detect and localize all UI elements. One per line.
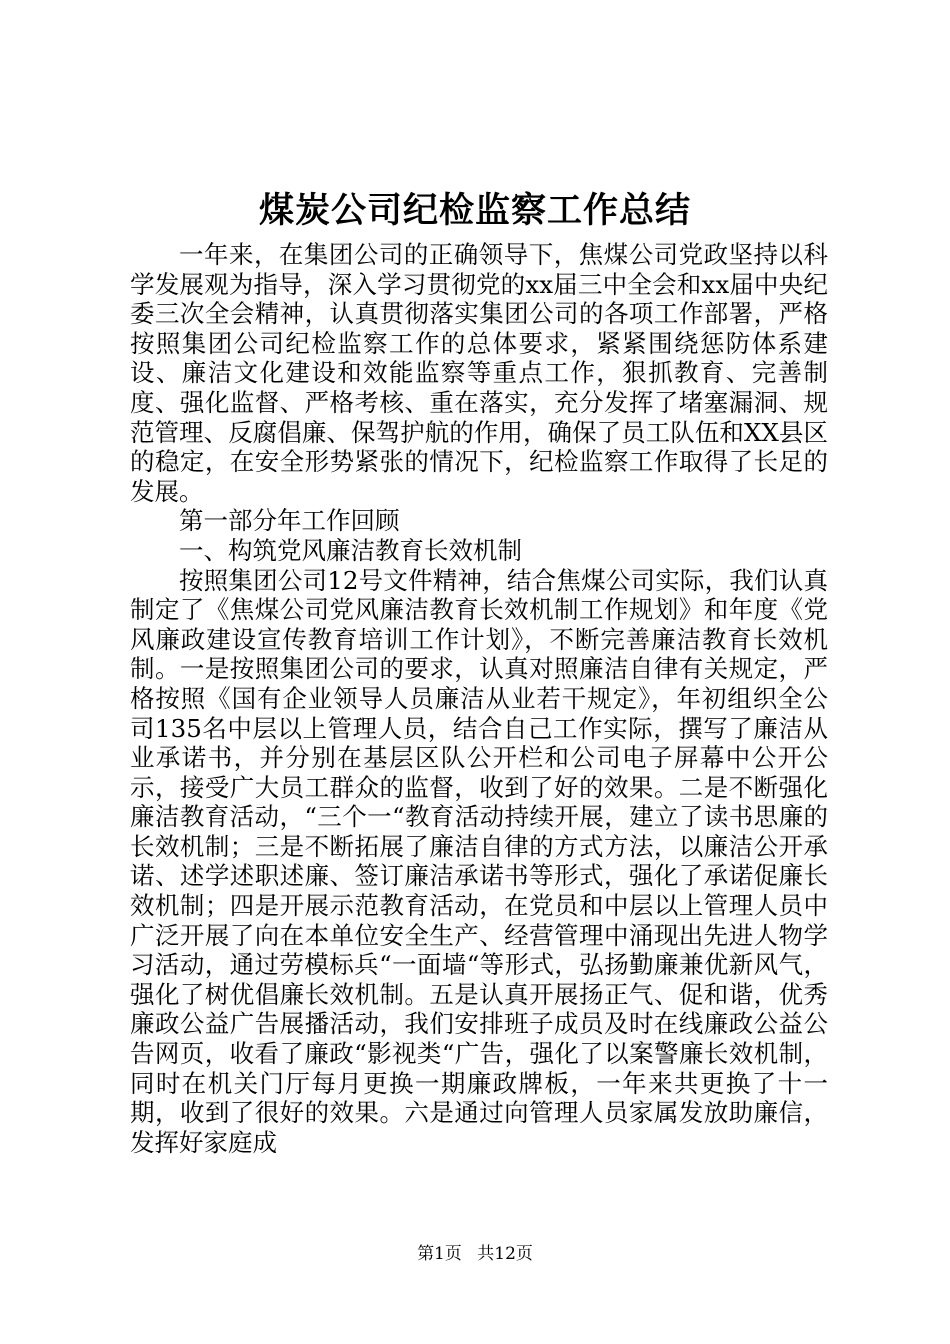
document-title: 煤炭公司纪检监察工作总结 bbox=[258, 190, 691, 231]
section-heading: 一、构筑党风廉洁教育长效机制 bbox=[179, 535, 522, 565]
part-heading: 第一部分年工作回顾 bbox=[179, 506, 400, 536]
page-footer bbox=[0, 1243, 950, 1265]
body-paragraph: 按照集团公司12号文件精神，结合焦煤公司实际，我们认真制定了《焦煤公司党风廉洁教育长效机制工作规划》和年度《党风廉政建设宣传教育培训工作计划》，不断完善廉洁教育长效机制。一是按照集团公司的要求，认真对照廉洁自律有关规定，严格按照《国有企业领导人员廉洁从业若干规定》，年初组织全公司135名中层以上管理人员，结合自己工作实际，撰写了廉洁从业承诺书，并分别在基层区队公开栏和公司电子屏幕中公开公示，接受广大员工群众的监督，收到了好的效果。二是不断强化廉洁教育活动，“三个一“教育活动持续开展，建立了读书思廉的长效机制；三是不断拓展了廉洁自律的方式方法，以廉洁公开承诺、述学述职述廉、签订廉洁承诺书等形式，强化了承诺促廉长效机制；四是开展示范教育活动，在党员和中层以上管理人员中广泛开展了向在本单位安全生产、经营管理中涌现出先进人物学习活动，通过劳模标兵“一面墙“等形式，弘扬勤廉兼优新风气，强化了树优倡廉长效机制。五是认真开展扬正气、促和谐，优秀廉政公益广告展播活动，我们安排班子成员及时在线廉政公益公告网页，收看了廉政“影视类“广告，强化了以案警廉长效机制，同时在机关门厅每月更换一期廉政牌板，一年来共更换了十一期，收到了很好的效果。六是通过向管理人员家属发放助廉信，发挥好家庭成 bbox=[130, 565, 828, 1157]
document-body bbox=[130, 240, 828, 1157]
page-total: 共12页 bbox=[477, 1244, 533, 1264]
intro-paragraph: 一年来，在集团公司的正确领导下，焦煤公司党政坚持以科学发展观为指导，深入学习贯彻党的xx届三中全会和xx届中央纪委三次全会精神，认真贯彻落实集团公司的各项工作部署，严格按照集团公司纪检监察工作的总体要求，紧紧围绕惩防体系建设、廉洁文化建设和效能监察等重点工作，狠抓教育、完善制度、强化监督、严格考核、重在落实，充分发挥了堵塞漏洞、规范管理、反腐倡廉、保驾护航的作用，确保了员工队伍和XX县区的稳定，在安全形势紧张的情况下，纪检监察工作取得了长足的发展。 bbox=[130, 240, 828, 506]
page-number: 第1页 bbox=[417, 1244, 462, 1264]
